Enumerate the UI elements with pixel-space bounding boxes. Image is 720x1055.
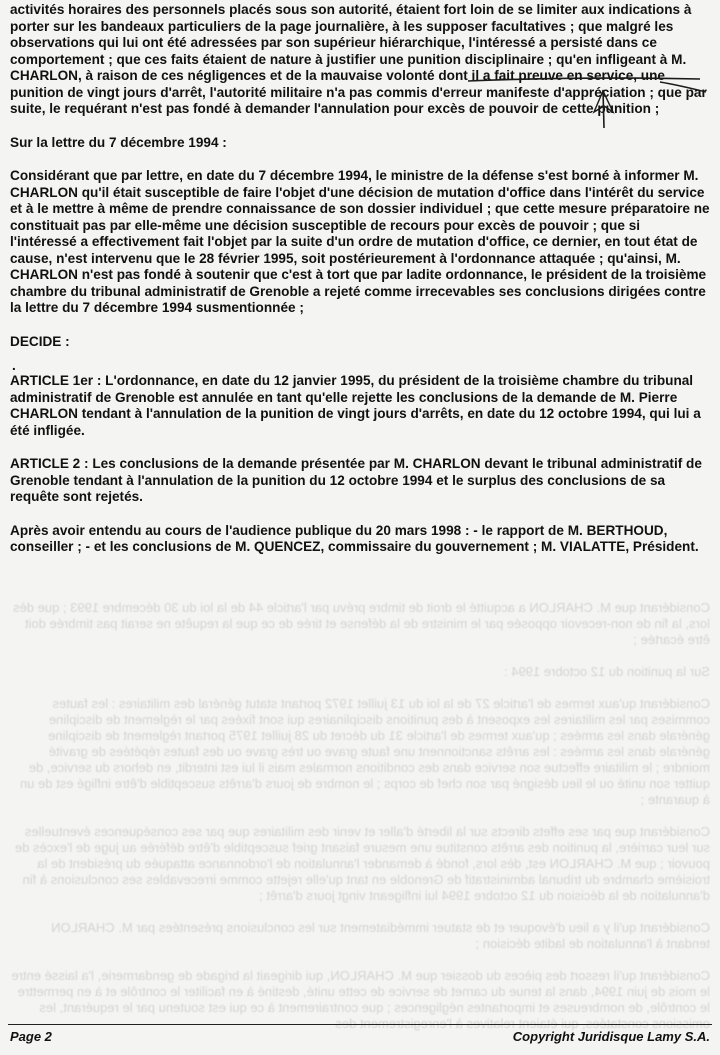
article-2: ARTICLE 2 : Les conclusions de la demande présentée par M. CHARLON devant le tribunal administratif de Grenoble tendant à l'annulation de la punition du 12 octobre 1994 et le surplus des conclusions de sa requête sont rejetés. xyxy=(10,456,702,504)
paragraph-lettre-considerant: Considérant que par lettre, en date du 7 décembre 1994, le ministre de la défense s'est borné à informer M. CHARLON qu'il était susceptible de faire l'objet d'une décision de mutation d'office dans l'intérêt du service et à le mettre à même de prendre connaissance de son dossier individuel ; que cette mesure préparatoire ne constituait pas par elle-même une décision susceptible de recours pour excès de pouvoir ; que si l'intéressé a effectivement fait l'objet par la suite d'un ordre de mutation d'office, ce dernier, en tout état de cause, n'est intervenu que le 28 février 1995, soit postérieurement à l'ordonnance attaquée ; qu'ainsi, M. CHARLON n'est pas fondé à soutenir que c'est à tort que par ladite ordonnance, le président de la troisième chambre du tribunal administratif de Grenoble a rejeté comme irrecevables ses conclusions dirigées contre la lettre du 7 décembre 1994 susmentionnée ; xyxy=(10,168,710,315)
audience-paragraph: Après avoir entendu au cours de l'audience publique du 20 mars 1998 : - le rapport de M. BERTHOUD, conseiller ; - et les conclusions de M. QUENCEZ, commissaire du gouvernement ; M. VIALATTE, Président. xyxy=(10,522,699,554)
article-1: ARTICLE 1er : L'ordonnance, en date du 12 janvier 1995, du président de la troisième chambre du tribunal administratif de Grenoble est annulée en tant qu'elle rejette les conclusions de la demande de M. Pierre CHARLON tendant à l'annulation de la punition de vingt jours d'arrêts, en date du 12 octobre 1994, qui lui a été infligée. xyxy=(10,373,701,438)
paragraph-punition-conclusion: activités horaires des personnels placés sous son autorité, étaient fort loin de se limiter aux indications à porter sur les bandeaux particuliers de la page journalière, à les supposer facultatives ; que malgré les observations qui lui ont été adressées par son supérieur hiérarchique, l'intéressé a persisté dans ce comportement ; que ces faits étaient de nature à justifier une punition disciplinaire ; qu'en infligeant à M. CHARLON, à raison de ces négligences et de la mauvaise volonté dont il a fait preuve en service, une punition de vingt jours d'arrêt, l'autorité militaire n'a pas commis d'erreur manifeste d'appréciation ; que par suite, le requérant n'est pas fondé à demander l'annulation pour excès de pouvoir de cette punition ; xyxy=(10,2,707,116)
bleed-through-text: Considérant que M. CHARLON a acquitté le droit de timbre prévu par l'article 44 de la loi du 30 décembre 1993 ; que dès lors, la fin de non-recevoir opposée par le ministre de la défense et tirée de ce que la requête ne serait pas timbrée doit être écartée ; Sur la punition du 12 octobre 1994 : Considérant qu'aux termes de l'article 27 de la loi du 13 juillet 1972 portant statut général des militaires : les fautes commises par les militaires les exposent à des punitions disciplinaires qui sont fixées par le règlement de discipline générale dans les armées ; qu'aux termes de l'article 31 du décret du 28 juillet 1975 portant règlement de discipline générale dans les armées : les arrêts sanctionnent une faute grave ou très grave ou des fautes répétées de gravité moindre ; le militaire effectue son service dans des conditions normales mais il lui est interdit, en dehors du service, de quitter son unité ou le lieu désigné par son chef de corps ; le nombre de jours d'arrêts susceptible d'être infligé est de un à quarante ; Considérant que par ses effets directs sur la liberté d'aller et venir des militaires que par ses conséquences éventuelles sur leur carrière, la punition des arrêts constitue une mesure faisant grief susceptible d'être déférée au juge de l'excès de pouvoir ; que M. CHARLON est, dès lors, fondé à demander l'annulation de l'ordonnance attaquée du président de la troisième chambre du tribunal administratif de Grenoble en tant qu'elle rejette comme irrecevables ses conclusions à fin d'annulation de la décision du 12 octobre 1994 lui infligeant vingt jours d'arrêt ; Considérant qu'il y a lieu d'évoquer et de statuer immédiatement sur les conclusions présentées par M. CHARLON tendant à l'annulation de ladite décision ; Considérant qu'il ressort des pièces du dossier que M. CHARLON, qui dirigeait la brigade de gendarmerie, l'a laissé entre le mois de juin 1994, dans la tenue du carnet de service de cette unité, destiné à en faciliter le contrôle et à en permettre le contrôle, de nombreuses et importantes négligences ; que contrairement à ce qui est soutenu par le requérant, les omissions constatées, qui étaient relatives à l'enregistrement des xyxy=(11,600,710,1031)
decide-heading: DECIDE : xyxy=(10,333,70,349)
document-body xyxy=(10,2,710,573)
page-footer xyxy=(10,1029,710,1044)
footer-divider xyxy=(8,1024,712,1025)
section-heading-lettre: Sur la lettre du 7 décembre 1994 : xyxy=(10,134,227,150)
stray-dot: . xyxy=(12,358,16,373)
copyright-notice: Copyright Juridisque Lamy S.A. xyxy=(512,1029,710,1044)
page-number: Page 2 xyxy=(10,1029,52,1044)
